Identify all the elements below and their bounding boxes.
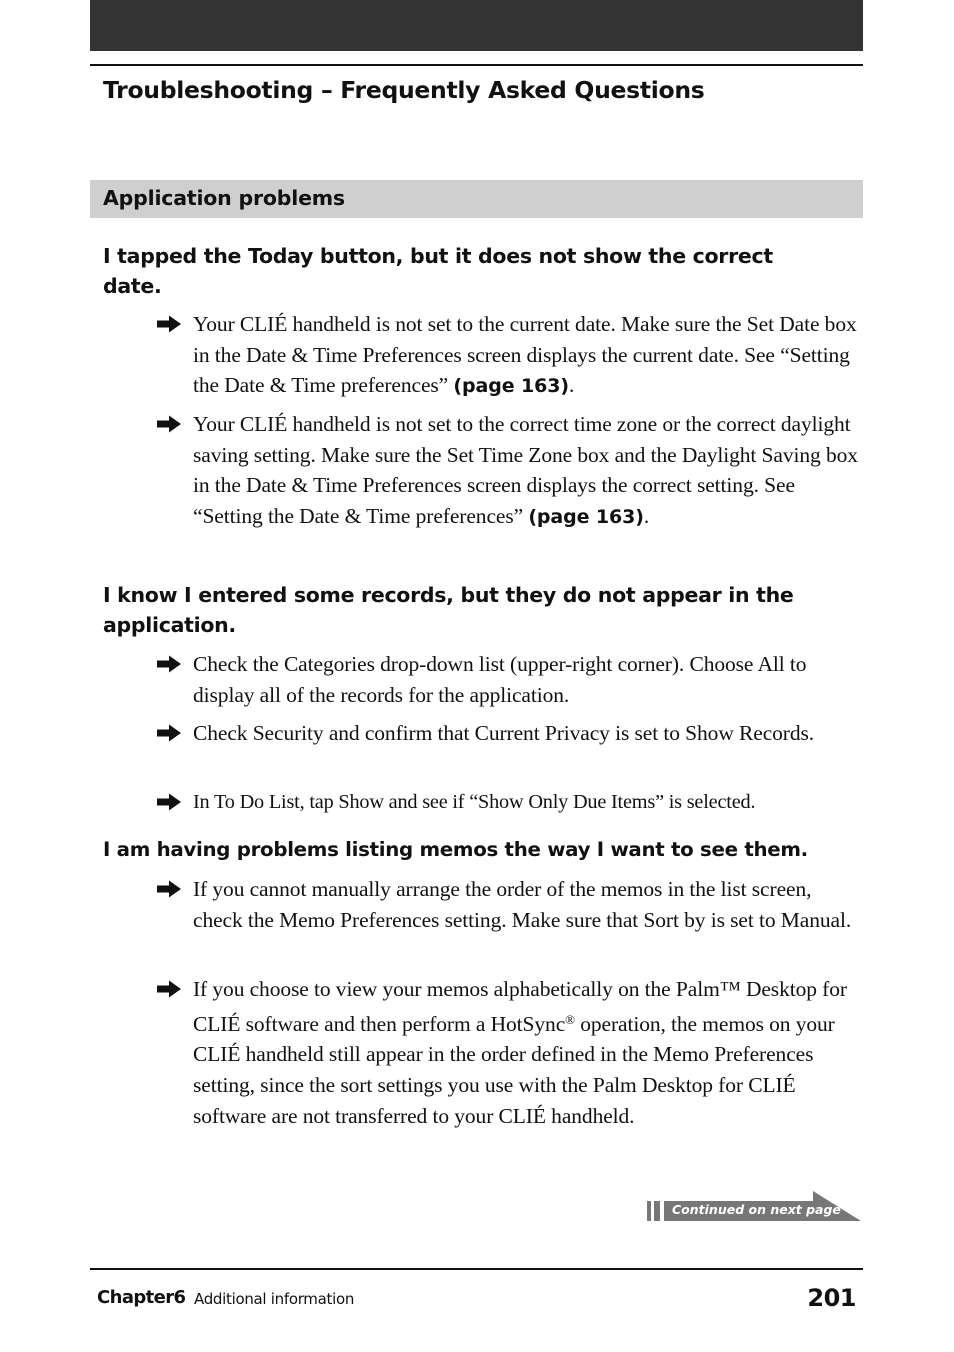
continued-label: Continued on next page bbox=[672, 1202, 841, 1217]
footer-rule bbox=[90, 1268, 863, 1270]
arrow-right-icon bbox=[155, 309, 183, 339]
faq-question-3: I am having problems listing memos the way I want to see them. bbox=[103, 838, 808, 861]
answer-text: If you cannot manually arrange the order of the memos in the list screen, check the Memo Preferences setting. Make sure that Sort by is set to Manual. bbox=[193, 877, 852, 932]
faq-answer-3-2 bbox=[155, 974, 860, 1132]
answer-tail: . bbox=[568, 373, 575, 398]
arrow-right-icon bbox=[155, 974, 183, 1004]
page-title: Troubleshooting – Frequently Asked Questions bbox=[103, 76, 705, 104]
footer-section: Additional information bbox=[194, 1290, 355, 1308]
answer-text: If you choose to view your memos alphabetically on the Palm™ Desktop for CLIÉ software and then perform a HotSync bbox=[193, 977, 847, 1036]
arrow-right-icon bbox=[155, 874, 183, 904]
registered-mark: ® bbox=[565, 1011, 575, 1027]
faq-question-1: I tapped the Today button, but it does not show the correct date. bbox=[103, 244, 773, 298]
answer-text: Your CLIÉ handheld is not set to the current date. Make sure the Set Date box in the Date & Time Preferences screen displays the current date. See “Setting the Date & Time preferences” bbox=[193, 312, 857, 398]
faq-answer-3-1 bbox=[155, 874, 860, 935]
arrow-right-icon bbox=[155, 718, 183, 748]
faq-answer-1-2 bbox=[155, 409, 860, 533]
faq-answer-2-1 bbox=[155, 649, 860, 710]
arrow-right-icon bbox=[155, 649, 183, 679]
faq-question-2: I know I entered some records, but they do not appear in the application. bbox=[103, 583, 794, 637]
faq-answer-1-1 bbox=[155, 309, 860, 402]
faq-answer-2-2 bbox=[155, 718, 860, 749]
answer-tail: . bbox=[643, 504, 650, 529]
arrow-right-icon bbox=[155, 787, 183, 817]
section-title: Application problems bbox=[103, 186, 345, 210]
answer-text: Your CLIÉ handheld is not set to the correct time zone or the correct daylight saving setting. Make sure the Set Time Zone box and the Daylight Saving box in the Date & Time Preferences screen displays the correct setting. See “Setting the Date & Time preferences” bbox=[193, 412, 858, 529]
answer-text: operation, the memos on your CLIÉ handheld still appear in the order defined in the Memo Preferences setting, since the sort settings you use with the Palm Desktop for CLIÉ software are not transferred to your CLIÉ handheld. bbox=[193, 1011, 835, 1128]
faq-answer-2-3 bbox=[155, 787, 860, 818]
page-reference: (page 163) bbox=[528, 506, 644, 529]
page-number: 201 bbox=[807, 1284, 856, 1312]
title-rule bbox=[90, 64, 863, 66]
arrow-right-icon bbox=[155, 409, 183, 439]
page-reference: (page 163) bbox=[453, 375, 569, 398]
answer-text: Check Security and confirm that Current Privacy is set to Show Records. bbox=[193, 721, 815, 745]
header-bar bbox=[90, 0, 863, 51]
footer-chapter: Chapter6 bbox=[97, 1287, 186, 1308]
answer-text: Check the Categories drop-down list (upper-right corner). Choose All to display all of the records for the application. bbox=[193, 652, 807, 707]
answer-text: In To Do List, tap Show and see if “Show Only Due Items” is selected. bbox=[193, 791, 756, 813]
